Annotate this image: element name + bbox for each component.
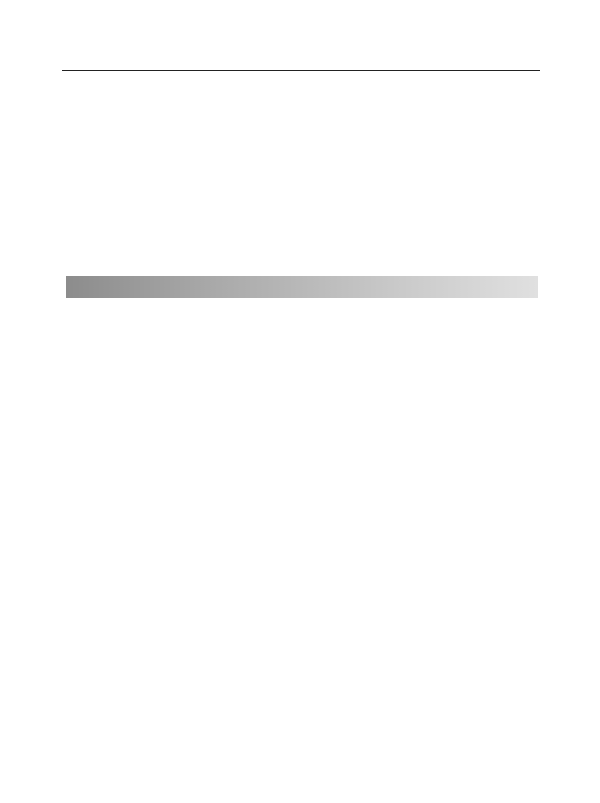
listing-caption-banner <box>66 276 538 298</box>
running-header <box>62 40 540 71</box>
